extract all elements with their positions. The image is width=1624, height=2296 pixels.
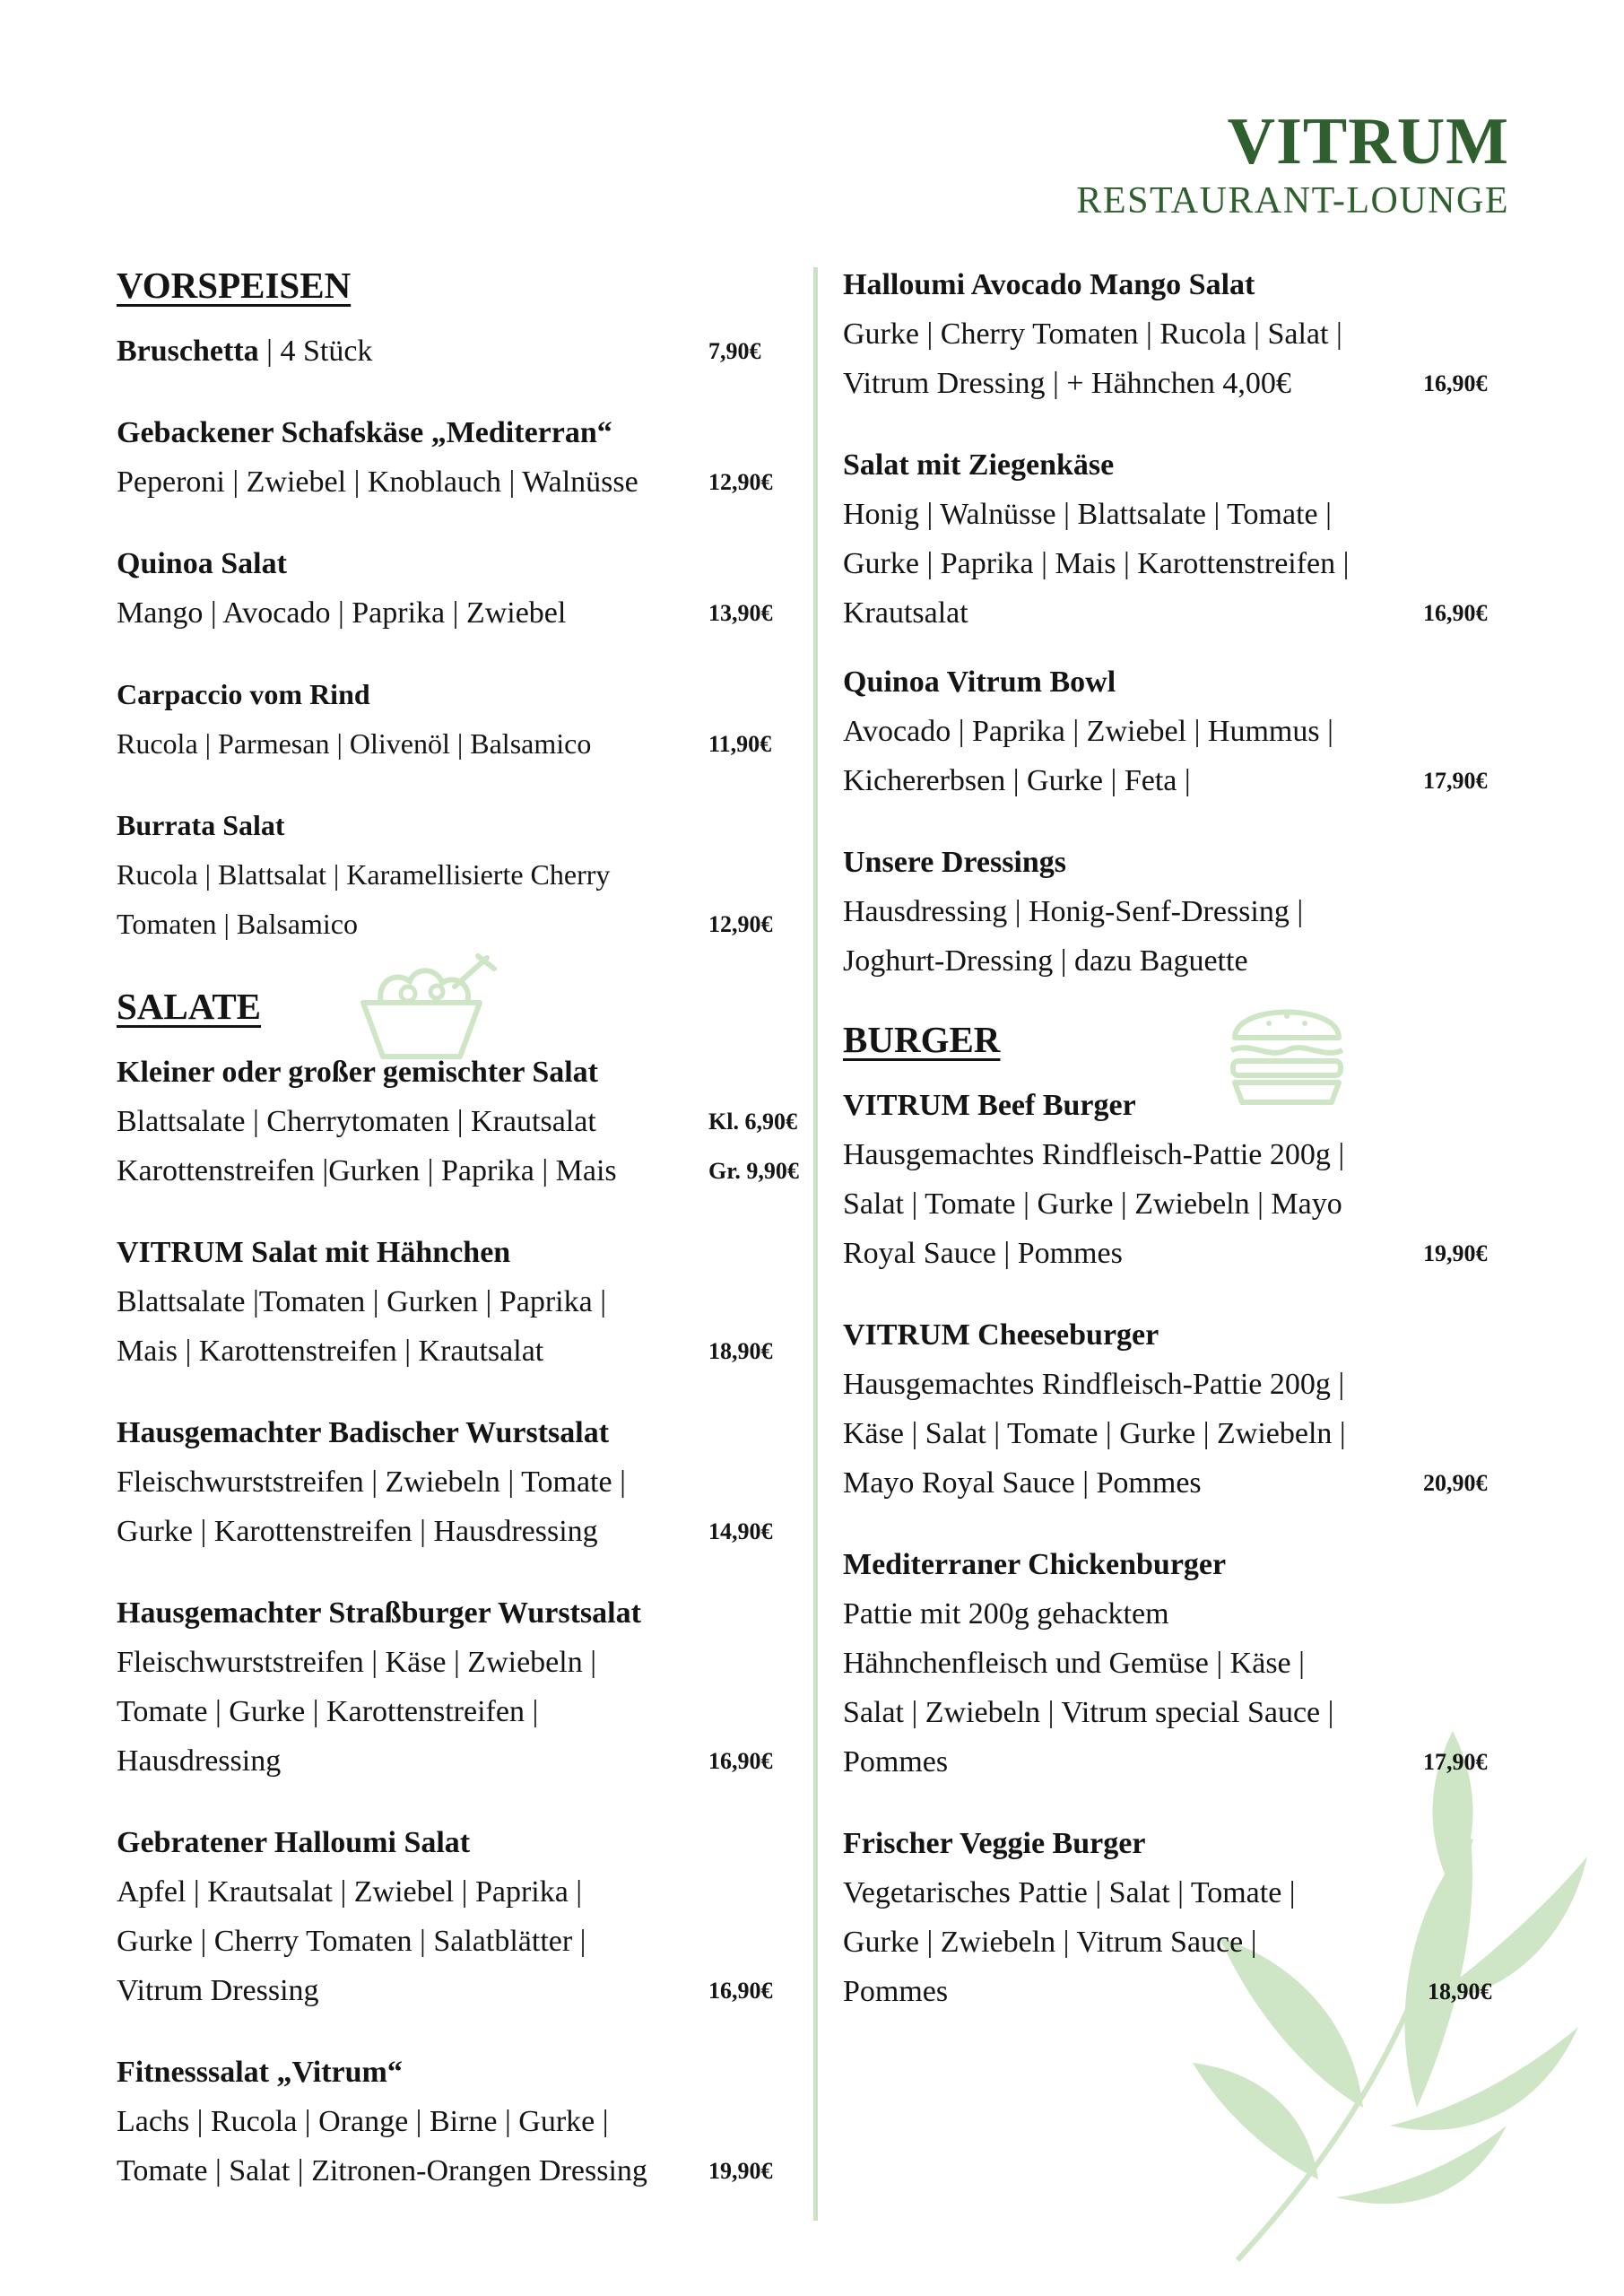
menu-item (117, 801, 816, 949)
item-description: Salat | Tomate | Gurke | Zwiebeln | Mayo (843, 1187, 1342, 1221)
item-description: Hausdressing | Honig-Senf-Dressing | (843, 895, 1304, 928)
item-price: 19,90€ (1423, 1240, 1488, 1266)
item-description: Lachs | Rucola | Orange | Birne | Gurke | (117, 2105, 609, 2138)
item-description: Rucola | Blattsalat | Karamellisierte Cherry (117, 858, 611, 891)
menu-item (117, 408, 816, 507)
item-name: Unsere Dressings (843, 846, 1067, 879)
item-description: Blattsalate | Cherrytomaten | Krautsalat (117, 1105, 596, 1138)
vorspeisen-heading: VORSPEISEN (117, 265, 352, 306)
item-name: Fitnesssalat „Vitrum“ (117, 2056, 403, 2089)
item-description: Tomaten | Balsamico (117, 908, 358, 940)
item-description: Pommes (843, 1745, 949, 1779)
item-price: 16,90€ (1423, 600, 1488, 626)
item-description: Gurke | Cherry Tomaten | Rucola | Salat | (843, 317, 1342, 351)
item-description: Mayo Royal Sauce | Pommes (843, 1466, 1202, 1500)
item-description: Vitrum Dressing | + Hähnchen 4,00€ (843, 367, 1291, 400)
item-description: Blattsalate |Tomaten | Gurken | Paprika | (117, 1285, 607, 1318)
item-description: Apfel | Krautsalat | Zwiebel | Paprika | (117, 1875, 583, 1909)
item-name: Burrata Salat (117, 809, 285, 841)
item-price: 13,90€ (708, 600, 773, 626)
item-description: Peperoni | Zwiebel | Knoblauch | Walnüsse (117, 465, 638, 499)
left-column (117, 260, 816, 2228)
item-name: Gebackener Schafskäse „Mediterran“ (117, 416, 612, 449)
menu-item (117, 670, 816, 769)
item-name: Kleiner oder großer gemischter Salat (117, 1056, 598, 1089)
item-description: Fleischwurststreifen | Käse | Zwiebeln | (117, 1646, 597, 1679)
menu-item (843, 1819, 1524, 2016)
right-column (843, 260, 1524, 2048)
item-description: Krautsalat (843, 596, 968, 630)
item-description: Joghurt-Dressing | dazu Baguette (843, 944, 1248, 978)
item-description: Gurke | Karottenstreifen | Hausdressing (117, 1515, 598, 1548)
item-name: Bruschetta (117, 335, 259, 368)
item-description: Pommes (843, 1975, 949, 2008)
item-description: Honig | Walnüsse | Blattsalate | Tomate | (843, 498, 1332, 531)
item-description: Hausgemachtes Rindfleisch-Pattie 200g | (843, 1368, 1345, 1401)
item-description: Vegetarisches Pattie | Salat | Tomate | (843, 1876, 1296, 1909)
item-description: Mais | Karottenstreifen | Krautsalat (117, 1335, 544, 1368)
item-description: Tomate | Gurke | Karottenstreifen | (117, 1695, 539, 1728)
item-description: Hausgemachtes Rindfleisch-Pattie 200g | (843, 1138, 1345, 1171)
item-name: Hausgemachter Badischer Wurstsalat (117, 1416, 610, 1449)
salate-heading (117, 981, 816, 1031)
brand-title: VITRUM (1227, 105, 1509, 178)
item-price: 16,90€ (708, 1748, 773, 1774)
item-name: VITRUM Salat mit Hähnchen (117, 1236, 511, 1269)
item-description: Tomate | Salat | Zitronen-Orangen Dressing (117, 2154, 647, 2187)
item-description: Pattie mit 200g gehacktem (843, 1597, 1169, 1631)
item-name: Mediterraner Chickenburger (843, 1548, 1227, 1581)
menu-item (843, 260, 1524, 408)
item-name: VITRUM Cheeseburger (843, 1318, 1159, 1352)
menu-item (117, 539, 816, 638)
menu-item (843, 1081, 1524, 1278)
menu-item (117, 1048, 816, 1196)
item-price: 12,90€ (708, 911, 773, 937)
burger-icon (1224, 991, 1350, 1108)
item-description: Kichererbsen | Gurke | Feta | (843, 764, 1191, 797)
item-price: 18,90€ (1428, 1979, 1492, 2005)
item-description: Hausdressing (117, 1744, 282, 1778)
item-price-large: Gr. 9,90€ (708, 1158, 799, 1184)
brand-subtitle: RESTAURANT-LOUNGE (1076, 180, 1509, 222)
item-price: 16,90€ (1423, 370, 1488, 396)
item-price: 14,90€ (708, 1518, 773, 1544)
item-description: Karottenstreifen |Gurken | Paprika | Mais (117, 1154, 617, 1187)
item-description: Salat | Zwiebeln | Vitrum special Sauce | (843, 1696, 1334, 1729)
item-description: Mango | Avocado | Paprika | Zwiebel (117, 596, 567, 630)
item-price: 17,90€ (1423, 768, 1488, 794)
menu-item (843, 1540, 1524, 1787)
menu-item (117, 2048, 816, 2196)
menu-item (117, 1818, 816, 2015)
burger-heading (843, 1014, 1524, 1065)
menu-item (843, 838, 1524, 986)
item-price: 12,90€ (708, 469, 773, 495)
item-name: Gebratener Halloumi Salat (117, 1826, 471, 1859)
item-price: 18,90€ (708, 1338, 773, 1364)
item-price: 17,90€ (1423, 1749, 1488, 1775)
salate-heading-text: SALATE (117, 986, 262, 1027)
item-description: Käse | Salat | Tomate | Gurke | Zwiebeln | (843, 1417, 1346, 1450)
item-name: VITRUM Beef Burger (843, 1089, 1136, 1122)
item-description: Avocado | Paprika | Zwiebel | Hummus | (843, 715, 1333, 748)
item-name: Salat mit Ziegenkäse (843, 448, 1115, 482)
item-name: Quinoa Salat (117, 547, 287, 580)
menu-item (117, 1408, 816, 1556)
salad-bowl-icon (354, 951, 498, 1067)
menu-item (843, 1310, 1524, 1508)
item-description: Rucola | Parmesan | Olivenöl | Balsamico (117, 727, 592, 760)
item-description: Gurke | Cherry Tomaten | Salatblätter | (117, 1925, 586, 1958)
item-price: 16,90€ (708, 1978, 773, 2004)
item-name: Quinoa Vitrum Bowl (843, 665, 1116, 699)
item-suffix: | 4 Stück (258, 335, 373, 368)
item-description: Gurke | Zwiebeln | Vitrum Sauce | (843, 1926, 1257, 1959)
menu-item (117, 1588, 816, 1786)
menu-item (843, 440, 1524, 638)
menu-item (117, 326, 816, 376)
menu-item (843, 657, 1524, 805)
item-price-small: Kl. 6,90€ (708, 1109, 797, 1135)
item-description: Hähnchenfleisch und Gemüse | Käse | (843, 1647, 1305, 1680)
brand-header (1076, 106, 1509, 222)
item-name: Carpaccio vom Rind (117, 678, 370, 710)
burger-heading-text: BURGER (843, 1019, 1001, 1060)
item-description: Fleischwurststreifen | Zwiebeln | Tomate | (117, 1465, 626, 1499)
item-name: Frischer Veggie Burger (843, 1827, 1146, 1860)
item-price: 20,90€ (1423, 1470, 1488, 1496)
item-price: 7,90€ (708, 338, 761, 364)
item-name: Hausgemachter Straßburger Wurstsalat (117, 1596, 641, 1630)
item-price: 11,90€ (708, 731, 772, 757)
item-description: Gurke | Paprika | Mais | Karottenstreifen | (843, 547, 1350, 580)
item-name: Halloumi Avocado Mango Salat (843, 268, 1255, 301)
item-description: Vitrum Dressing (117, 1974, 319, 2007)
item-price: 19,90€ (708, 2158, 773, 2184)
menu-item (117, 1228, 816, 1376)
item-description: Royal Sauce | Pommes (843, 1237, 1123, 1270)
